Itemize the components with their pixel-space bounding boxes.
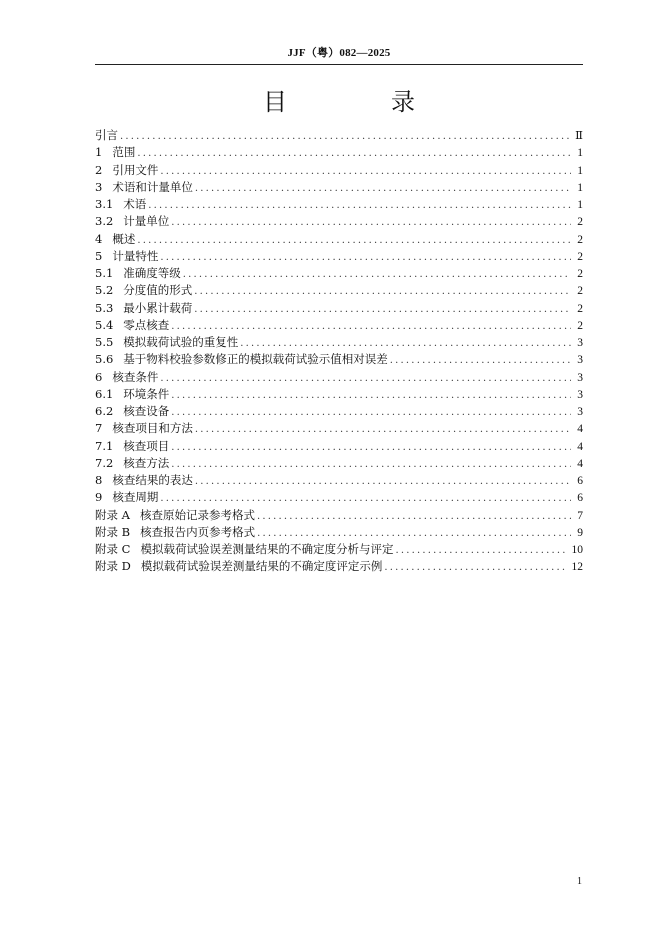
toc-entry-title: 核查项目和方法 bbox=[112, 421, 193, 436]
toc-entry[interactable] bbox=[95, 472, 583, 489]
toc-entry[interactable] bbox=[95, 420, 583, 437]
toc-entry-number: 5.4 bbox=[95, 317, 114, 332]
toc-entry-title: 核查结果的表达 bbox=[112, 473, 193, 487]
toc-entry-page: 3 bbox=[577, 354, 583, 367]
toc-entry-page: 1 bbox=[577, 164, 583, 177]
toc-entry-number: 3.1 bbox=[95, 197, 114, 211]
toc-dot-leader bbox=[384, 559, 567, 576]
toc-entry-title: 核查原始记录参考格式 bbox=[139, 507, 255, 522]
toc-entry-title: 计量单位 bbox=[123, 214, 170, 229]
toc-dot-leader bbox=[194, 283, 571, 300]
toc-entry-title: 分度值的形式 bbox=[123, 283, 193, 298]
toc-entry[interactable] bbox=[95, 489, 583, 506]
toc-entry[interactable] bbox=[95, 127, 583, 144]
toc-entry-page: 2 bbox=[577, 233, 583, 246]
toc-entry[interactable] bbox=[95, 282, 583, 299]
toc-dot-leader bbox=[195, 473, 571, 490]
toc-entry[interactable] bbox=[95, 351, 583, 368]
toc-dot-leader bbox=[160, 249, 571, 266]
toc-entry-number: 7.1 bbox=[95, 438, 114, 453]
toc-entry[interactable] bbox=[95, 144, 583, 161]
toc-entry-page: 4 bbox=[577, 440, 583, 453]
toc-entry-title: 最小累计载荷 bbox=[123, 300, 193, 315]
toc-entry-number: 附录 B bbox=[95, 524, 131, 539]
toc-dot-leader bbox=[137, 145, 571, 162]
toc-entry-page: 3 bbox=[577, 388, 583, 401]
toc-dot-leader bbox=[257, 525, 571, 542]
toc-entry-title: 术语 bbox=[123, 197, 147, 211]
toc-entry[interactable] bbox=[95, 455, 583, 472]
toc-entry-number: 5.1 bbox=[95, 266, 114, 280]
toc-entry-page: 3 bbox=[577, 406, 583, 418]
toc-entry-title: 核查设备 bbox=[123, 404, 170, 418]
toc-entry-number: 6.1 bbox=[95, 386, 114, 401]
toc-entry-number: 9 bbox=[95, 490, 103, 505]
toc-dot-leader bbox=[160, 490, 571, 507]
toc-entry-page: 2 bbox=[577, 302, 583, 315]
toc-entry-number: 附录 D bbox=[95, 559, 131, 574]
toc-entry-title: 范围 bbox=[112, 145, 136, 160]
toc-entry-number: 1 bbox=[95, 145, 103, 160]
toc-entry-page: 2 bbox=[577, 250, 583, 263]
toc-entry-title: 核查周期 bbox=[112, 490, 159, 505]
toc-entry[interactable] bbox=[95, 558, 583, 575]
toc-entry-page: Ⅱ bbox=[575, 130, 583, 142]
toc-entry[interactable] bbox=[95, 524, 583, 541]
toc-entry-number: 7 bbox=[95, 421, 103, 436]
document-code-header: JJF（粤）082—2025 bbox=[287, 47, 391, 59]
toc-entry-number: 附录 A bbox=[95, 507, 130, 522]
page-number: 1 bbox=[577, 876, 582, 887]
toc-dot-leader bbox=[171, 404, 571, 421]
toc-dot-leader bbox=[160, 370, 571, 387]
toc-entry-title: 核查方法 bbox=[123, 455, 170, 470]
toc-entry-title: 概述 bbox=[112, 231, 136, 246]
toc-entry-title: 核查条件 bbox=[112, 369, 159, 384]
toc-entry-title: 核查项目 bbox=[123, 438, 170, 453]
toc-entry-number: 5.3 bbox=[95, 300, 114, 315]
toc-dot-leader bbox=[194, 301, 571, 318]
toc-dot-leader bbox=[195, 180, 571, 197]
toc-entry[interactable] bbox=[95, 438, 583, 455]
toc-entry[interactable] bbox=[95, 369, 583, 386]
toc-entry-number: 6.2 bbox=[95, 404, 114, 418]
toc-entry[interactable] bbox=[95, 541, 583, 558]
toc-entry[interactable] bbox=[95, 334, 583, 351]
toc-entry-page: 1 bbox=[577, 199, 583, 211]
toc-entry-title: 引言 bbox=[95, 128, 118, 142]
toc-entry-number: 4 bbox=[95, 231, 103, 246]
toc-entry-number: 5.5 bbox=[95, 335, 114, 349]
toc-entry-number: 3 bbox=[95, 179, 103, 194]
toc-dot-leader bbox=[137, 232, 571, 249]
toc-entry[interactable] bbox=[95, 507, 583, 524]
toc-entry[interactable] bbox=[95, 265, 583, 282]
toc-entry-number: 8 bbox=[95, 473, 103, 487]
toc-entry-page: 6 bbox=[577, 492, 583, 505]
toc-entry-number: 5.2 bbox=[95, 283, 114, 298]
toc-dot-leader bbox=[120, 128, 571, 145]
toc-dot-leader bbox=[390, 352, 571, 369]
toc-entry-page: 9 bbox=[577, 526, 583, 539]
toc-entry-page: 4 bbox=[577, 423, 583, 436]
toc-entry-number: 附录 C bbox=[95, 542, 131, 556]
toc-entry[interactable] bbox=[95, 179, 583, 196]
toc-entry-page: 1 bbox=[577, 181, 583, 194]
toc-entry-page: 2 bbox=[577, 216, 583, 229]
toc-entry-page: 3 bbox=[577, 371, 583, 384]
toc-entry[interactable] bbox=[95, 231, 583, 248]
toc-entry-page: 1 bbox=[577, 147, 583, 160]
toc-entry-title: 术语和计量单位 bbox=[112, 179, 193, 194]
toc-dot-leader bbox=[257, 508, 571, 525]
toc-entry-page: 12 bbox=[571, 561, 583, 574]
toc-entry-number: 2 bbox=[95, 162, 103, 177]
toc-entry-title: 计量特性 bbox=[112, 248, 159, 263]
header-divider bbox=[95, 64, 583, 65]
toc-entry[interactable] bbox=[95, 213, 583, 230]
toc-dot-leader bbox=[183, 266, 571, 283]
toc-entry-page: 6 bbox=[577, 475, 583, 487]
toc-dot-leader bbox=[171, 456, 571, 473]
toc-entry-page: 3 bbox=[577, 337, 583, 349]
toc-dot-leader bbox=[160, 163, 571, 180]
toc-dot-leader bbox=[171, 318, 571, 335]
table-of-contents bbox=[95, 127, 583, 576]
toc-dot-leader bbox=[195, 421, 571, 438]
toc-entry-number: 7.2 bbox=[95, 455, 114, 470]
toc-entry[interactable] bbox=[95, 386, 583, 403]
toc-entry[interactable] bbox=[95, 196, 583, 213]
toc-entry-page: 2 bbox=[577, 285, 583, 298]
toc-dot-leader bbox=[148, 197, 571, 214]
toc-entry-page: 2 bbox=[577, 319, 583, 332]
toc-dot-leader bbox=[395, 542, 567, 559]
toc-entry[interactable] bbox=[95, 403, 583, 420]
toc-entry-title: 模拟载荷试验误差测量结果的不确定度分析与评定 bbox=[140, 542, 394, 556]
toc-entry-title: 模拟载荷试验误差测量结果的不确定度评定示例 bbox=[140, 559, 383, 574]
toc-entry-title: 模拟载荷试验的重复性 bbox=[123, 335, 239, 349]
toc-entry-number: 6 bbox=[95, 369, 103, 384]
toc-entry[interactable] bbox=[95, 300, 583, 317]
toc-entry-number: 3.2 bbox=[95, 214, 114, 229]
toc-entry[interactable] bbox=[95, 317, 583, 334]
toc-entry-page: 4 bbox=[577, 457, 583, 470]
toc-entry-title: 引用文件 bbox=[112, 162, 159, 177]
toc-entry-title: 环境条件 bbox=[123, 386, 170, 401]
toc-entry-title: 核查报告内页参考格式 bbox=[140, 524, 256, 539]
toc-entry-page: 2 bbox=[577, 268, 583, 280]
toc-entry-number: 5 bbox=[95, 248, 103, 263]
toc-dot-leader bbox=[240, 335, 571, 352]
toc-entry-number: 5.6 bbox=[95, 352, 114, 367]
toc-dot-leader bbox=[171, 214, 571, 231]
toc-entry-page: 10 bbox=[571, 544, 583, 556]
toc-entry-title: 零点核查 bbox=[123, 317, 170, 332]
toc-dot-leader bbox=[171, 387, 571, 404]
toc-entry-page: 7 bbox=[577, 509, 583, 522]
toc-entry[interactable] bbox=[95, 162, 583, 179]
toc-dot-leader bbox=[171, 439, 571, 456]
toc-entry-title: 基于物料校验参数修正的模拟载荷试验示值相对误差 bbox=[123, 352, 388, 367]
page-title: 目 录 bbox=[263, 88, 455, 116]
toc-entry-title: 准确度等级 bbox=[123, 266, 181, 280]
toc-entry[interactable] bbox=[95, 248, 583, 265]
